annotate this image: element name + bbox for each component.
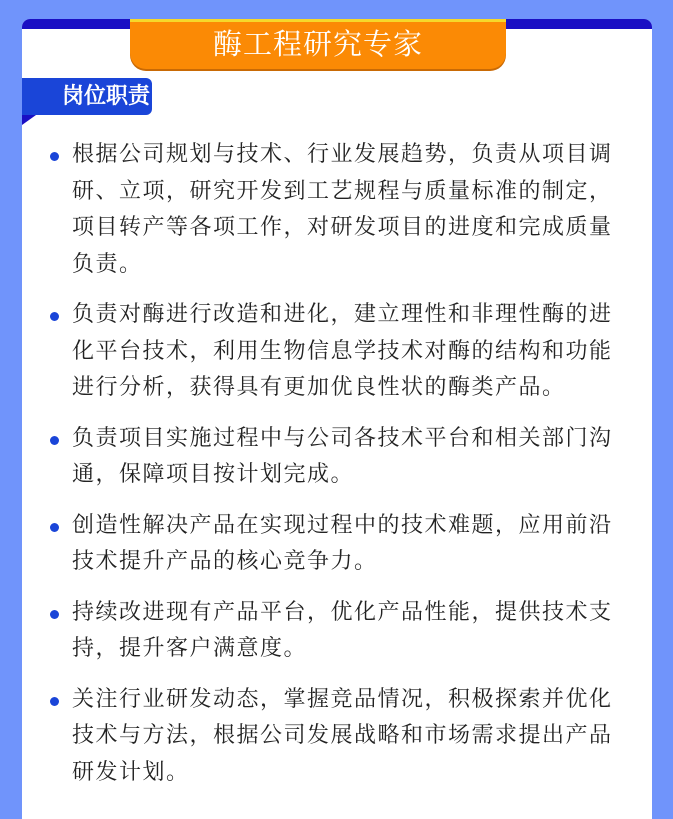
bullet-icon [50, 312, 59, 321]
list-item [50, 508, 630, 581]
duty-text: 负责对酶进行改造和进化，建立理性和非理性酶的进化平台技术，利用生物信息学技术对酶的结构和功能进行分析，获得具有更加优良性状的酶类产品。 [72, 302, 613, 400]
bullet-icon [50, 697, 59, 706]
list-item [50, 682, 630, 792]
duty-text: 根据公司规划与技术、行业发展趋势，负责从项目调研、立项，研究开发到工艺规程与质量标准的制定，项目转产等各项工作，对研发项目的进度和完成质量负责。 [72, 142, 613, 277]
duty-text: 创造性解决产品在实现过程中的技术难题，应用前沿技术提升产品的核心竞争力。 [72, 512, 613, 574]
list-item [50, 421, 630, 494]
list-item [50, 297, 630, 407]
list-item [50, 595, 630, 668]
label-fold-decoration [22, 115, 36, 125]
duty-text: 持续改进现有产品平台，优化产品性能，提供技术支持，提升客户满意度。 [72, 599, 613, 661]
duties-list [50, 137, 630, 805]
bullet-icon [50, 436, 59, 445]
list-item [50, 137, 630, 283]
job-title: 酶工程研究专家 [130, 19, 506, 69]
section-label: 岗位职责 [22, 78, 152, 115]
job-card [22, 19, 652, 819]
duty-text: 负责项目实施过程中与公司各技术平台和相关部门沟通，保障项目按计划完成。 [72, 425, 613, 487]
bullet-icon [50, 152, 59, 161]
bullet-icon [50, 610, 59, 619]
duty-text: 关注行业研发动态，掌握竞品情况，积极探索并优化技术与方法，根据公司发展战略和市场需求提出产品研发计划。 [72, 686, 613, 785]
bullet-icon [50, 523, 59, 532]
